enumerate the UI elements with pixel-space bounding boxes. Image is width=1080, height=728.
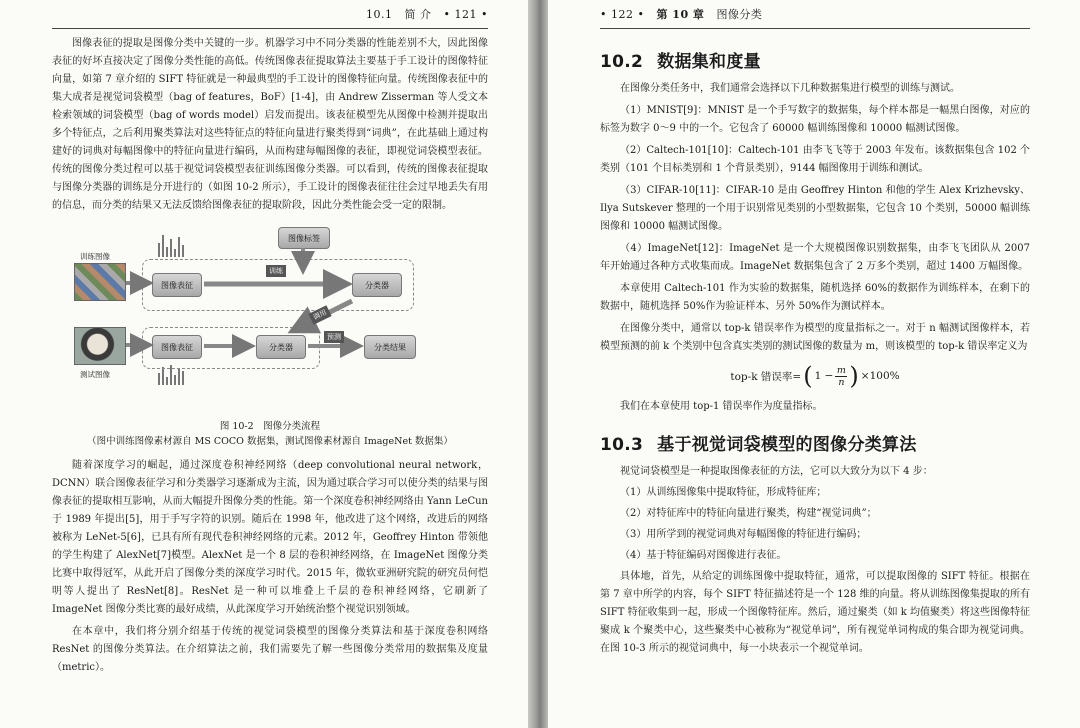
formula-numerator: m (836, 364, 846, 376)
right-running-head (600, 0, 1030, 29)
header-section-title: 简 介 (404, 8, 432, 21)
header-page-number: • 122 • (600, 8, 645, 21)
train-feature-box: 图像表征 (152, 273, 202, 297)
bof-step-1: （1）从训练图像集中提取特征，形成特征库； (620, 487, 827, 498)
header-chapter-title: 图像分类 (716, 8, 763, 21)
formula-denominator: n (838, 376, 845, 388)
left-paragraph-3: 在本章中，我们将分别介绍基于传统的视觉词袋模型的图像分类算法和基于深度卷积网络 ResNet 的图像分类算法。在介绍算法之前，我们需要先了解一些图像分类常用的数据集及度量（metric）。 (52, 626, 488, 673)
section-10-2-intro: 在图像分类任务中，我们通常会选择以下几种数据集进行模型的训练与测试。 (620, 83, 960, 94)
dataset-item-imagenet: （4）ImageNet[12]：ImageNet 是一个大规模图像识别数据集，由李飞飞团队从 2007 年开始通过各种方式收集而成。ImageNet 数据集包含了 2 万多个类别，超过 1400 万幅图像。 (600, 243, 1030, 272)
image-label-box: 图像标签 (278, 227, 330, 249)
formula-lhs: top-k 错误率= (730, 370, 802, 383)
section-title: 数据集和度量 (657, 52, 761, 72)
header-section-number: 10.1 (366, 8, 393, 21)
header-chapter: 第 10 章 (656, 8, 705, 21)
figure-caption: 图 10-2 图像分类流程 (219, 421, 321, 432)
formula-one-minus: 1 − (814, 370, 834, 382)
section-10-3-heading (600, 430, 1030, 455)
train-image-label: 训练图像 (80, 252, 110, 261)
dataset-item-mnist: （1）MNIST[9]：MNIST 是一个手写数字的数据集，每个样本都是一幅黑白图像，对应的标签为数字 0～9 中的一个。它包含了 60000 幅训练图像和 10000 幅测试图像。 (600, 105, 1030, 134)
bof-detail-paragraph: 具体地，首先，从给定的训练图像中提取特征，通常，可以提取图像的 SIFT 特征。根据在第 7 章中所学的内容，每个 SIFT 特征描述符是一个 128 维的向量。将从训练图像集提取的所有 SIFT 特征收集到一起，形成一个图像特征库。然后，通过聚类（如 k 均值聚类）将这些图像特征聚成 k 个聚类中心，这些聚类中心被称为“视觉单词”，所有视觉单词构成的集合即为视觉词典。在图 10-3 所示的视觉词典中，每一小块表示一个视觉单词。 (600, 571, 1031, 654)
train-tag: 训练 (266, 265, 286, 277)
tune-tag: 调用 (308, 305, 331, 325)
metric-paragraph: 在图像分类中，通常以 top-k 错误率作为模型的度量指标之一。对于 n 幅测试图像样本，若模型预测的前 k 个类别中包含真实类别的测试图像的数量为 m，则该模型的 top-k 错误率定义为 (600, 323, 1030, 352)
formula-rhs: ×100% (860, 370, 900, 382)
test-image-label: 测试图像 (80, 370, 110, 379)
formula-fraction (835, 365, 847, 388)
top1-paragraph: 我们在本章使用 top-1 错误率作为度量指标。 (620, 401, 823, 412)
top-k-formula: top-k 错误率= ( 1 − $\frac{m}{n}$ ) ×100% (730, 362, 900, 390)
bof-step-3: （3）用所学到的视觉词典对每幅图像的特征进行编码； (620, 529, 867, 540)
figure-arrows (52, 223, 488, 413)
left-paragraph-1: 图像表征的提取是图像分类中关键的一步。机器学习中不同分类器的性能差别不大，因此图像表征的好坏直接决定了图像分类性能的高低。传统图像表征提取算法主要基于手工设计的图像特征向量，如第 7 章介绍的 SIFT 特征就是一种最典型的手工设计的图像特征向量。传统图像表征中的集大成者是视觉词袋模型（bag of features，BoF）[1-4]，由 Andrew Zisserman 等人受文本检索领域的词袋模型（bag of words model）启发而提出。该表征模型先从图像中检测并提取出多个特征点，之后利用聚类算法对这些特征点的特征向量进行聚类得到“词典”，在此基础上通过构建好的词典对每幅图像中的特征向量进行编码，从而构建每幅图像的表征，即视觉词袋模型表征。传统的图像分类过程可以基于视觉词袋模型表征训练图像分类器。可以看到，传统的图像表征提取与图像分类器的训练是分开进行的（如图 10-2 所示），手工设计的图像表征往往会过早地丢失有用的信息，而分类的结果又无法反馈给图像表征的提取阶段，因此分类性能会受一定的限制。 (52, 38, 488, 211)
figure-source-note: （图中训练图像素材源自 MS COCO 数据集，测试图像素材源自 ImageNet 数据集） (87, 436, 453, 447)
section-number: 10.3 (600, 435, 644, 455)
bof-step-2: （2）对特征库中的特征向量进行聚类，构建“视觉词典”； (620, 508, 877, 519)
header-page-number: • 121 • (443, 8, 488, 21)
section-10-3-intro: 视觉词袋模型是一种提取图像表征的方法，它可以大致分为以下 4 步： (620, 466, 933, 477)
test-image-thumbnail (74, 327, 126, 365)
book-gutter (528, 0, 548, 728)
train-classifier-box: 分类器 (352, 273, 402, 297)
result-box: 分类结果 (364, 335, 416, 359)
figure-10-2 (52, 223, 488, 413)
bof-step-4: （4）基于特征编码对图像进行表征。 (620, 550, 787, 561)
left-paragraph-2: 随着深度学习的崛起，通过深度卷积神经网络（deep convolutional neural network，DCNN）联合图像表征学习和分类器学习逐渐成为主流，因为通过联合学习可以使分类的结果与图像表征的提取相互影响，从而大幅提升图像分类的性能。第一个深度卷积神经网络由 Yann LeCun 于 1989 年提出[5]，用于手写字符的识别。随后在 1998 年，他改进了这个网络，改进后的网络被称为 LeNet-5[6]，已具有所有现代卷积神经网络的元素。2012 年，Geoffrey Hinton 带领他的学生构建了 AlexNet[7]模型。AlexNet 是一个 8 层的卷积神经网络，在 ImageNet 图像分类比赛中取得冠军，从此开启了图像分类的深度学习时代。2015 年，微软亚洲研究院的研究员何恺明等人提出了 ResNet[8]。ResNet 是一种可以堆叠上千层的卷积神经网络，它刷新了 ImageNet 图像分类比赛的最好成绩，从此深度学习开始统治整个视觉识别领域。 (52, 460, 488, 615)
dataset-item-cifar: （3）CIFAR-10[11]：CIFAR-10 是由 Geoffrey Hinton 和他的学生 Alex Krizhevsky、Ilya Sutskever 整理的一个用于识别常见类别的小型数据集，它包含 10 个类别，50000 幅训练图像和 10000 幅测试图像。 (600, 185, 1030, 232)
test-classifier-box: 分类器 (256, 335, 306, 359)
dataset-item-caltech: （2）Caltech-101[10]：Caltech-101 由李飞飞等于 2003 年发布。该数据集包含 102 个类别（101 个目标类别和 1 个背景类别），9144 幅图像用于训练和测试。 (600, 145, 1030, 174)
split-paragraph: 本章使用 Caltech-101 作为实验的数据集，随机选择 60%的数据作为训练样本，在剩下的数据中，随机选择 50%作为验证样本、另外 50%作为测试样本。 (600, 283, 1030, 312)
section-title: 基于视觉词袋模型的图像分类算法 (657, 435, 917, 455)
section-number: 10.2 (600, 52, 644, 72)
left-running-head (52, 0, 488, 29)
predict-tag: 预测 (324, 331, 344, 343)
left-page (0, 0, 528, 728)
section-10-2-heading (600, 47, 1030, 72)
right-page (548, 0, 1080, 728)
test-feature-box: 图像表征 (152, 335, 202, 359)
